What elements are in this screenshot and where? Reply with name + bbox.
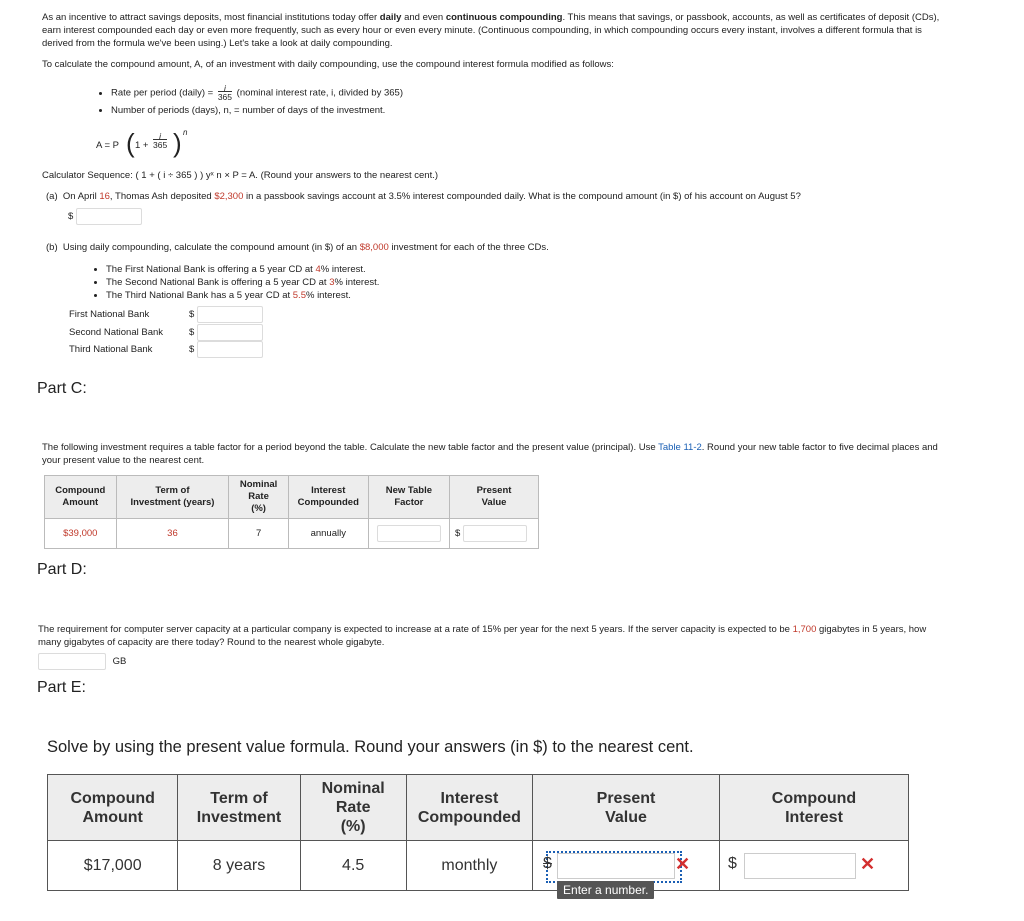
col-present-value: Present Value (533, 775, 720, 841)
cell-amount: $39,000 (45, 519, 117, 549)
part-a-question: (a) On April 16, Thomas Ash deposited $2,300 in a passbook savings account at 3.5% interest compounded daily. What is the compound amount (in $) of his account on August 5? (46, 191, 801, 202)
table-factor-input[interactable] (377, 525, 441, 542)
part-e-heading: Part E: (37, 679, 86, 696)
second-bank-input[interactable] (197, 324, 263, 341)
part-c-table (44, 475, 539, 549)
part-c-question: The following investment requires a table factor for a period beyond the table. Calculate the new table factor and the present value (principal). Use Table 11-2. Round your new table factor to five decimal places and your present value to the nearest cent. (42, 442, 938, 466)
cd-bullet: • The First National Bank is offering a 5 year CD at 4% interest. (106, 263, 379, 276)
part-d-question: The requirement for computer server capacity at a particular company is expected to increase at a rate of 15% per year for the next 5 years. If the server capacity is expected to be 1,700 gigabytes in 5 years, how many gigabytes of capacity are there today? Round to the nearest whole gigabyte. (38, 624, 927, 648)
cell-present-value: $ ✕ Enter a number. (533, 841, 720, 891)
part-e-table (47, 774, 909, 897)
part-b-row-second: Second National Bank $ (69, 324, 263, 341)
part-b-question: (b) Using daily compounding, calculate the compound amount (in $) of an $8,000 investment for each of the three CDs. (46, 242, 549, 253)
col-interest-compounded: Interest Compounded (406, 775, 532, 841)
col-nominal-rate: Nominal Rate (%) (300, 775, 406, 841)
cell-term: 36 (116, 519, 229, 549)
third-bank-input[interactable] (197, 341, 263, 358)
first-bank-input[interactable] (197, 306, 263, 323)
col-compound-interest: Compound Interest (719, 775, 908, 841)
part-d-heading: Part D: (37, 561, 87, 578)
cell-term: 8 years (178, 841, 300, 891)
compound-interest-input[interactable] (744, 853, 856, 879)
formula-bullets: • Rate per period (daily) = $\frac{i}{365}$ (nominal interest rate, i, divided by 365) • Number of periods (days), n, = number of days of the investment. (97, 84, 611, 117)
cell-compound-interest: $ ✕ (719, 841, 908, 891)
intro-paragraph: As an incentive to attract savings deposits, most financial institutions today offer daily and even continuous compounding. This means that savings, or passbook, accounts, as well as certificates of deposit (CDs), earn interest compounded each day or even more frequently, such as every hour or even every minute. (Continuous compounding, in which compounding occurs every instant, involves a different formula that is derived from the formula we've been using.) Let's take a look at daily compounding. (42, 12, 940, 49)
part-e-instruction: Solve by using the present value formula. Round your answers (in $) to the nearest cent. (47, 738, 694, 756)
col-term: Term of Investment (178, 775, 300, 841)
part-d-answer: GB (38, 653, 126, 670)
col-compound-amount: Compound Amount (48, 775, 178, 841)
present-value-input[interactable] (557, 853, 675, 879)
incorrect-x-icon: ✕ (675, 854, 691, 874)
cell-compounded: annually (288, 519, 368, 549)
part-a-answer: $ (68, 208, 142, 225)
col-present-value: Present Value (450, 476, 539, 519)
col-term: Term of Investment (years) (116, 476, 229, 519)
cd-bullet: • The Third National Bank has a 5 year CD at 5.5% interest. (106, 289, 379, 302)
col-interest-compounded: Interest Compounded (288, 476, 368, 519)
table-row (48, 841, 909, 891)
part-a-input[interactable] (76, 208, 142, 225)
incorrect-x-icon: ✕ (859, 854, 876, 874)
present-value-input[interactable] (463, 525, 527, 542)
part-b-bullets (92, 263, 379, 302)
cell-compounded: monthly (406, 841, 532, 891)
col-nominal-rate: Nominal Rate (%) (229, 476, 288, 519)
cell-amount: $17,000 (48, 841, 178, 891)
cell-present-value: $ (450, 519, 539, 549)
cell-rate: 7 (229, 519, 288, 549)
col-compound-amount: Compound Amount (45, 476, 117, 519)
validation-tooltip: Enter a number. (557, 881, 654, 899)
table-row (45, 519, 539, 549)
capacity-input[interactable] (38, 653, 106, 670)
cell-factor (368, 519, 449, 549)
col-new-table-factor: New Table Factor (368, 476, 449, 519)
calculator-sequence: Calculator Sequence: ( 1 + ( i ÷ 365 ) ) yˣ n × P = A. (Round your answers to the nearest cent.) (42, 170, 439, 181)
part-b-row-first: First National Bank $ (69, 306, 263, 323)
part-c-heading: Part C: (37, 380, 87, 397)
compound-formula: A = P ( 1 + i 365 ) n (96, 128, 188, 158)
fraction-i-365: $\frac{i}{365}$ (217, 83, 233, 102)
formula-intro: To calculate the compound amount, A, of an investment with daily compounding, use the compound interest formula modified as follows: (42, 59, 614, 70)
cell-rate: 4.5 (300, 841, 406, 891)
cd-bullet: • The Second National Bank is offering a 5 year CD at 3% interest. (106, 276, 379, 289)
part-b-row-third: Third National Bank $ (69, 341, 263, 358)
table-11-2-link[interactable]: Table 11-2 (658, 442, 702, 453)
